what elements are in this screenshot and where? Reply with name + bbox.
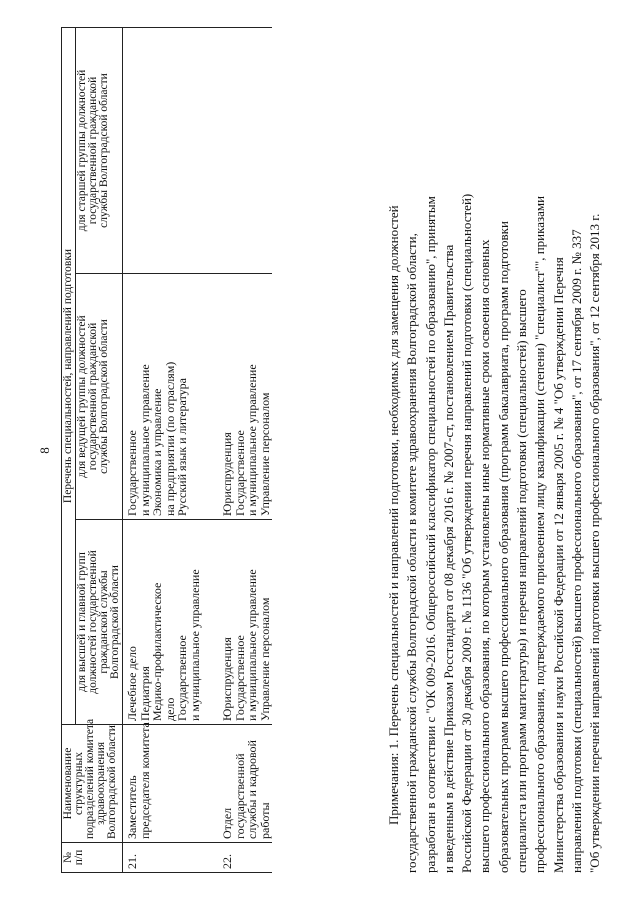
row-unit: Отдел государственной службы и кадровой работы <box>218 725 272 843</box>
specialties-table <box>61 27 272 873</box>
row-senior-main: Юриспруденция Государственное и муниципальное управление Управление персоналом <box>218 520 272 725</box>
rotated-content <box>33 28 618 873</box>
header-unit: Наименование структурных подразделений комитета здравоохранения Волгоградской области <box>62 725 123 843</box>
note-line: образовательных программ высшего профессионального образования (программ бакалавриата, программ подготовки <box>495 221 511 873</box>
page-number: 8 <box>37 447 52 454</box>
header-leading: для ведущей группы должностей государственной гражданской службы Волгоградской области <box>76 274 123 520</box>
header-group: Перечень специальностей, направлений подготовки <box>62 27 76 724</box>
note-line: и введенным в действие Приказом Росстандарта от 08 декабря 2016 г. № 2007-ст, постановлением Правительства <box>440 244 456 873</box>
header-row-1 <box>62 27 76 872</box>
notes-paragraph <box>385 28 605 873</box>
note-line: профессионального образования, подтверждаемого присвоением лицу квалификации (степени) "специалист"", приказами <box>532 195 548 873</box>
row-num: 21. <box>123 843 203 873</box>
note-line: направлений подготовки (специальностей) высшего профессионального образования", от 17 сентября 2009 г. № 337 <box>568 229 584 873</box>
header-senior: для старшей группы должностей государственной гражданской службы Волгоградской области <box>76 27 123 273</box>
row-senior <box>123 27 203 273</box>
note-line: государственной гражданской службы Волгоградской области в комитете здравоохранения Волгоградской области, <box>404 233 420 873</box>
row-senior <box>218 27 272 273</box>
note-line: Российской Федерации от 30 декабря 2009 г. № 1136 "Об утверждении перечня направлений подготовки (специальностей) <box>459 193 475 873</box>
note-line: Министерства образования и науки Российской Федерации от 12 января 2005 г. № 4 "Об утверждении Перечня <box>550 257 566 873</box>
header-senior-main: для высшей и главной групп должностей государственной гражданской службы Волгоградской области <box>76 520 123 725</box>
note-line: высшего профессионального образования, по которым установлены иные нормативные сроки освоения основных <box>477 239 493 873</box>
row-leading: Государственное и муниципальное управление Экономика и управление на предприятии (по отраслям) Русский язык и литература <box>123 274 203 520</box>
row-senior-main: Лечебное дело Педиатрия Медико-профилактическое дело Государственное и муниципальное управление <box>123 520 203 725</box>
row-leading: Юриспруденция Государственное и муниципальное управление Управление персоналом <box>218 274 272 520</box>
table-row <box>218 27 272 872</box>
note-line: разработан в соответствии с "ОК 009-2016. Общероссийский классификатор специальностей по образованию", принятым <box>422 196 438 873</box>
row-unit: Заместитель председателя комитета <box>123 725 203 843</box>
row-spacer <box>202 27 218 872</box>
row-num: 22. <box>218 843 272 873</box>
header-num: № п/п <box>62 843 123 873</box>
note-line: специалиста или программ магистратуры) и перечня направлений подготовки (специальностей) высшего <box>514 289 530 873</box>
note-line: Примечания: 1. Перечень специальностей и направлений подготовки, необходимых для замещения должностей <box>386 205 401 825</box>
table-row <box>123 27 203 872</box>
note-line: "Об утверждении перечней направлений подготовки высшего профессионального образования", от 12 сентября 2013 г. <box>587 213 603 873</box>
